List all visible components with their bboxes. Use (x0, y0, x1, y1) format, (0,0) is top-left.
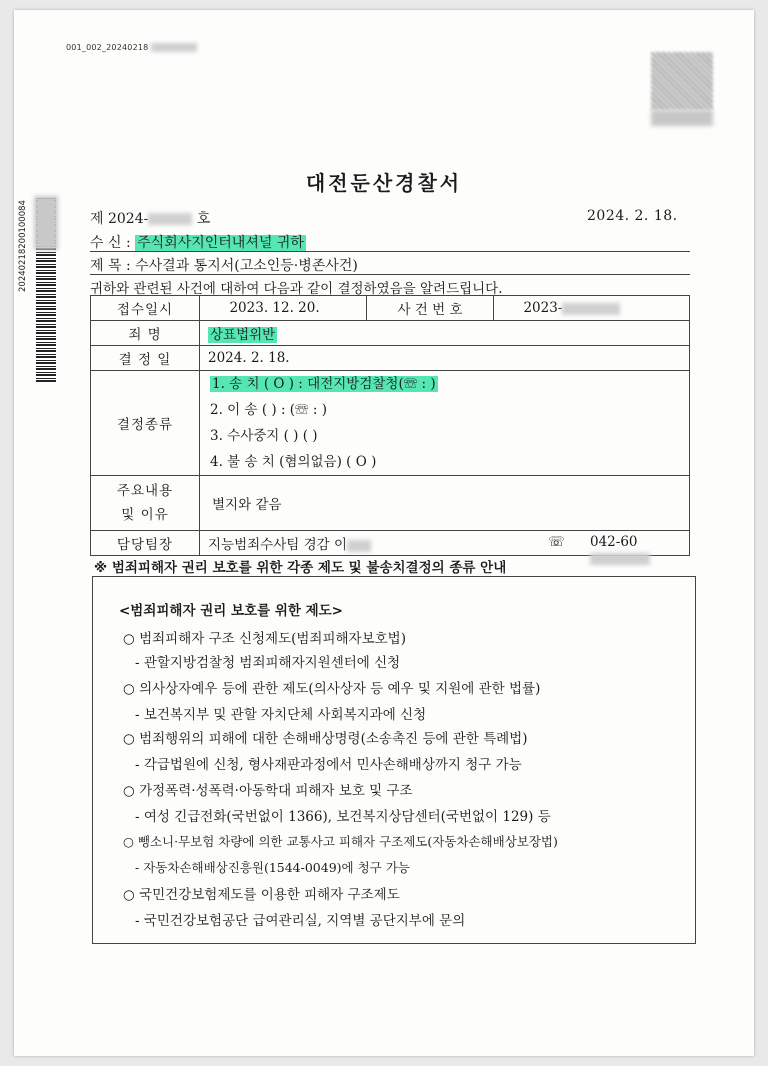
team-label: 담당팀장 (91, 531, 200, 556)
table-row (91, 371, 690, 476)
decision-option: 2. 이 송 ( ) : (☏ : ) (210, 402, 327, 418)
list-item: - 여성 긴급전화(국번없이 1366), 보건복지상담센터(국번없이 129) 등 (135, 809, 551, 825)
table-row (91, 346, 690, 371)
list-item: - 자동차손해배상진흥원(1544-0049)에 청구 가능 (135, 860, 410, 875)
document-number (90, 208, 210, 228)
decision-date-value: 2024. 2. 18. (200, 346, 690, 371)
case-info-table (90, 295, 690, 556)
subject-line (90, 255, 358, 275)
document-title: 대전둔산경찰서 (305, 171, 463, 195)
redacted-block (347, 540, 371, 552)
list-item: - 각급법원에 신청, 형사재판과정에서 민사손해배상까지 청구 가능 (135, 757, 522, 773)
phone-icon: ☏ (548, 534, 565, 550)
list-item: - 보건복지부 및 관할 자치단체 사회복지과에 신청 (135, 707, 427, 723)
redacted-block (148, 213, 192, 225)
decision-option: 4. 불 송 치 (혐의없음) ( O ) (210, 454, 377, 470)
document-page (14, 10, 754, 1056)
list-item: - 관할지방검찰청 범죄피해자지원센터에 신청 (135, 655, 401, 671)
redacted-block (151, 43, 197, 52)
list-item: ○ 범죄피해자 구조 신청제도(범죄피해자보호법) (123, 631, 406, 647)
case-no-value (494, 296, 690, 321)
document-number-label: 제 2024- (90, 211, 149, 227)
decision-type-label: 결정종류 (91, 371, 200, 476)
recipient-line (90, 232, 306, 252)
charge-label: 죄 명 (91, 321, 200, 346)
box-title: <범죄피해자 권리 보호를 위한 제도> (119, 603, 343, 619)
decision-date-label: 결 정 일 (91, 346, 200, 371)
list-item: ○ 범죄행위의 피해에 대한 손해배상명령(소송촉진 등에 관한 특례법) (123, 731, 528, 747)
case-no-label: 사 건 번 호 (367, 296, 494, 321)
table-row (91, 321, 690, 346)
victim-rights-box (92, 576, 696, 944)
reason-label (91, 476, 200, 531)
notice-heading: ※ 범죄피해자 권리 보호를 위한 각종 제도 및 불송치결정의 종류 안내 (94, 560, 507, 576)
reason-label-line: 및 이유 (121, 507, 169, 523)
barcode-number: 20240218200100084 (18, 200, 28, 292)
table-row (91, 531, 690, 556)
team-value (200, 531, 690, 556)
document-number-suffix: 호 (196, 211, 211, 227)
charge-value (200, 321, 690, 346)
recipient-label: 수 신 : (90, 235, 131, 251)
decision-type-options (200, 371, 690, 476)
divider (90, 274, 690, 275)
document-date: 2024. 2. 18. (587, 208, 678, 224)
received-label: 접수일시 (91, 296, 200, 321)
decision-option (210, 371, 681, 397)
reason-label-line: 주요내용 (116, 483, 174, 499)
phone-number-text: 042-60 (590, 534, 638, 550)
table-row (91, 296, 690, 321)
decision-option-text: 1. 송 치 ( O ) : 대전지방검찰청(☏ : ) (212, 376, 436, 392)
redacted-block (590, 553, 650, 565)
redacted-block (651, 110, 713, 126)
received-value-text: 2023. 12. 20. (229, 300, 320, 316)
qr-code (651, 52, 713, 110)
list-item: ○ 가정폭력·성폭력·아동학대 피해자 보호 및 구조 (123, 783, 413, 799)
case-no-value-text: 2023- (523, 300, 563, 316)
redacted-block (34, 196, 58, 250)
list-item: ○ 국민건강보험제도를 이용한 피해자 구조제도 (123, 887, 400, 903)
list-item: - 국민건강보험공단 급여관리실, 지역별 공단지부에 문의 (135, 913, 466, 929)
document-code (66, 43, 197, 52)
subject-label: 제 목 : (90, 258, 131, 274)
table-row (91, 476, 690, 531)
subject-value: 수사결과 통지서(고소인등·병존사건) (135, 258, 358, 274)
list-item: ○ 뺑소니·무보험 차량에 의한 교통사고 피해자 구조제도(자동차손해배상보장법) (123, 834, 558, 849)
decision-option: 3. 수사중지 ( ) ( ) (210, 428, 318, 444)
received-value (200, 296, 367, 321)
reason-value: 별지와 같음 (200, 476, 690, 531)
list-item: ○ 의사상자예우 등에 관한 제도(의사상자 등 예우 및 지원에 관한 법률) (123, 681, 541, 697)
charge-value-text: 상표법위반 (210, 327, 276, 343)
redacted-block (562, 303, 620, 315)
phone-number (590, 534, 689, 566)
intro-text: 귀하와 관련된 사건에 대하여 다음과 같이 결정하였음을 알려드립니다. (90, 281, 503, 297)
document-code-text: 001_002_20240218 (66, 43, 149, 52)
divider (90, 251, 690, 252)
team-value-text: 지능범죄수사팀 경감 이 (208, 537, 347, 553)
recipient-value: 주식회사지인터내셔널 귀하 (137, 235, 304, 251)
